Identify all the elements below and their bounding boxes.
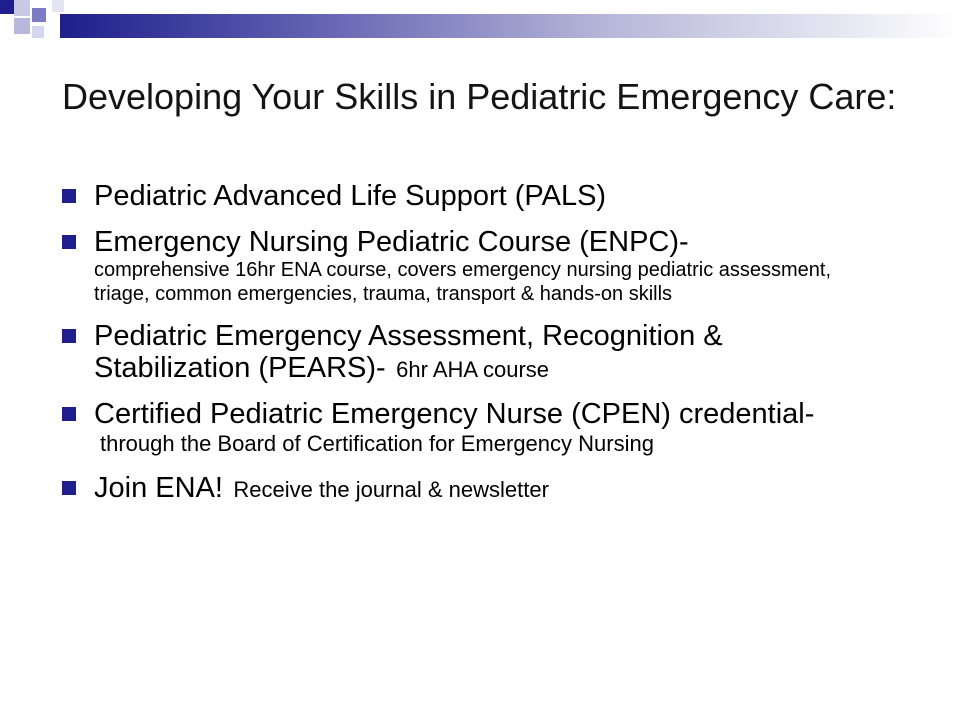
corner-square-decoration — [32, 8, 46, 22]
list-item — [62, 398, 882, 458]
slide-title: Developing Your Skills in Pediatric Emergency Care: — [62, 76, 897, 117]
square-bullet-icon — [62, 189, 76, 203]
square-bullet-icon — [62, 407, 76, 421]
item-main-text: Pediatric Advanced Life Support (PALS) — [94, 180, 607, 212]
corner-square-decoration — [32, 26, 44, 38]
corner-square-decoration — [0, 0, 14, 14]
item-main-text: Certified Pediatric Emergency Nurse (CPEN) credential- — [94, 398, 815, 430]
corner-square-decoration — [52, 0, 64, 12]
corner-square-decoration — [14, 18, 30, 34]
list-item — [62, 180, 882, 212]
item-main-text: Join ENA! — [94, 472, 223, 504]
square-bullet-icon — [62, 481, 76, 495]
item-main-text: Pediatric Emergency Assessment, Recognition & Stabilization (PEARS)- — [94, 320, 723, 384]
list-item — [62, 320, 882, 384]
item-sub-text: 6hr AHA course — [396, 357, 550, 382]
item-sub-text: Receive the journal & newsletter — [233, 477, 549, 502]
list-item — [62, 226, 882, 306]
item-main-text: Emergency Nursing Pediatric Course (ENPC)- — [94, 226, 689, 258]
bullet-list — [62, 180, 882, 518]
header-gradient-bar — [60, 14, 960, 38]
corner-square-decoration — [14, 0, 30, 16]
item-sub-text: comprehensive 16hr ENA course, covers emergency nursing pediatric assessment, triage, common emergencies, trauma, transport & hands-on skills — [94, 259, 832, 305]
square-bullet-icon — [62, 329, 76, 343]
list-item — [62, 472, 882, 504]
item-sub-text: through the Board of Certification for Emergency Nursing — [100, 431, 654, 456]
square-bullet-icon — [62, 235, 76, 249]
